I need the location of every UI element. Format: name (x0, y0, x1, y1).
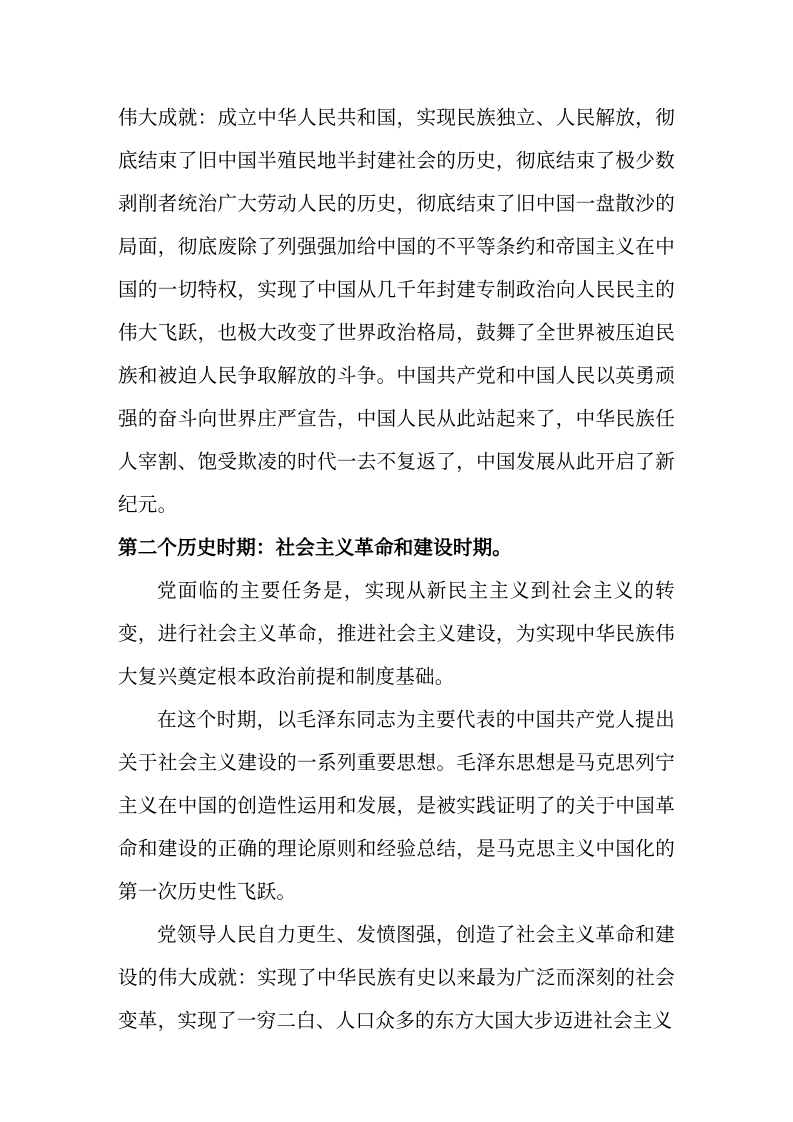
paragraph-mao-thought: 在这个时期，以毛泽东同志为主要代表的中国共产党人提出关于社会主义建设的一系列重要思想。毛泽东思想是马克思列宁主义在中国的创造性运用和发展，是被实践证明了的关于中国革命和建设的正确的理论原则和经验总结，是马克思主义中国化的第一次历史性飞跃。 (118, 708, 675, 903)
paragraph-main-task: 党面临的主要任务是，实现从新民主主义到社会主义的转变，进行社会主义革命，推进社会主义建设，为实现中华民族伟大复兴奠定根本政治前提和制度基础。 (118, 579, 675, 688)
document-body (118, 96, 675, 1042)
heading-second-historical-period: 第二个历史时期：社会主义革命和建设时期。 (118, 536, 513, 559)
paragraph-achievements: 伟大成就：成立中华人民共和国，实现民族独立、人民解放，彻底结束了旧中国半殖民地半封建社会的历史，彻底结束了极少数剥削者统治广大劳动人民的历史，彻底结束了旧中国一盘散沙的局面，彻底废除了列强强加给中国的不平等条约和帝国主义在中国的一切特权，实现了中国从几千年封建专制政治向人民民主的伟大飞跃，也极大改变了世界政治格局，鼓舞了全世界被压迫民族和被迫人民争取解放的斗争。中国共产党和中国人民以英勇顽强的奋斗向世界庄严宣告，中国人民从此站起来了，中华民族任人宰割、饱受欺凌的时代一去不复返了，中国发展从此开启了新纪元。 (118, 106, 675, 516)
paragraph-self-reliance: 党领导人民自力更生、发愤图强，创造了社会主义革命和建设的伟大成就：实现了中华民族有史以来最为广泛而深刻的社会变革，实现了一穷二白、人口众多的东方大国大步迈进社会主义 (118, 923, 675, 1032)
